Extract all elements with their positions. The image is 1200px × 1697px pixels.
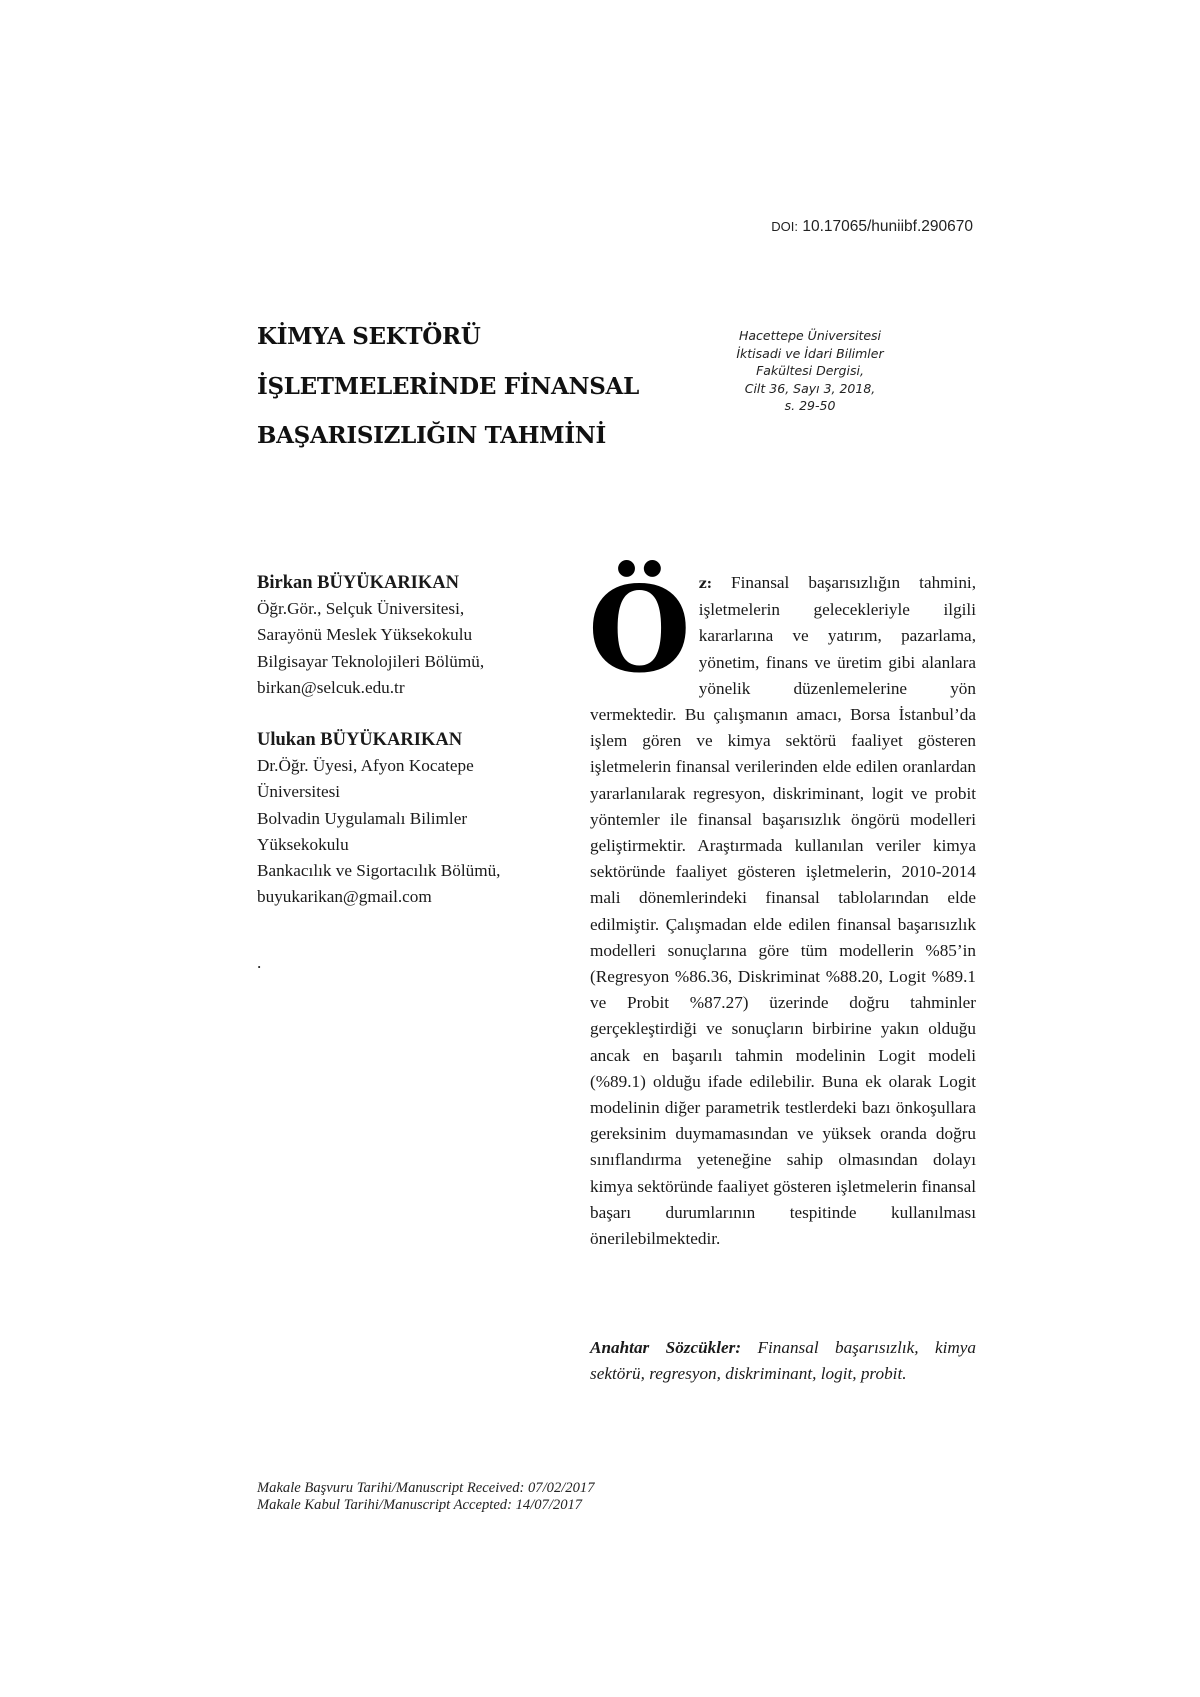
author-affiliation-line: Bankacılık ve Sigortacılık Bölümü, xyxy=(257,861,501,881)
journal-line: İktisadi ve İdari Bilimler xyxy=(736,345,884,361)
author-email[interactable]: buyukarikan@gmail.com xyxy=(257,887,432,907)
abstract xyxy=(588,560,976,1252)
journal-line: Cilt 36, Sayı 3, 2018, xyxy=(744,380,876,396)
accepted-date: Makale Kabul Tarihi/Manuscript Accepted: 14/07/2017 xyxy=(257,1496,583,1513)
journal-line: Fakültesi Dergisi, xyxy=(756,363,864,378)
author-affiliation-line: Öğr.Gör., Selçuk Üniversitesi, xyxy=(257,599,465,619)
journal-info xyxy=(700,327,920,415)
author-affiliation-line: Bolvadin Uygulamalı Bilimler xyxy=(257,808,468,828)
journal-line: Hacettepe Üniversitesi xyxy=(738,328,882,343)
stray-mark: . xyxy=(257,953,262,973)
author-affiliation-line: Bilgisayar Teknolojileri Bölümü, xyxy=(257,651,485,671)
title-line: KİMYA SEKTÖRÜ xyxy=(257,323,481,350)
title-line: İŞLETMELERİNDE FİNANSAL xyxy=(257,372,639,400)
author-affiliation-line: Üniversitesi xyxy=(257,782,341,802)
author-block xyxy=(257,570,557,701)
journal-line: s. 29-50 xyxy=(784,398,836,413)
doi-value[interactable]: 10.17065/huniibf.290670 xyxy=(802,218,973,235)
title-line: BAŞARISIZLIĞIN TAHMİNİ xyxy=(257,422,606,449)
manuscript-dates xyxy=(257,1480,595,1513)
abstract-text: Finansal başarısızlığın tahmini, işletmelerin gelecekleriyle ilgili kararlarına ve yatırım, pazarlama, yönetim, finans ve üretim gibi alanlara yönelik düzenlemelerine yön vermektedir. Bu çalışmanın amacı, Borsa İstanbul’da işlem gören ve kimya sektörü faaliyet gösteren işletmelerin finansal verilerinden elde edilen oranlardan yararlanılarak regresyon, diskriminant, logit ve probit yöntemler ile finansal başarısızlık öngörü modelleri geliştirmektir. Araştırmada kullanılan veriler kimya sektöründe faaliyet gösteren işletmelerin, 2010-2014 mali dönemlerindeki finansal tablolarından elde edilmiştir. Çalışmadan elde edilen finansal başarısızlık modelleri sonuçlarına göre tüm modellerin %85’in (Regresyon %86.36, Diskriminat %88.20, Logit %89.1 ve Probit %87.27) üzerinde doğru tahminler gerçekleştirdiği ve sonuçların birbirine yakın olduğu ancak en başarılı tahmin modelinin Logit modeli (%89.1) olduğu ifade edilebilir. Buna ek olarak Logit modelinin diğer parametrik testlerdeki bazı önkoşullara gereksinim duymamasından ve yüksek oranda doğru sınıflandırma yeteneğine sahip olmasından dolayı kimya sektöründe faaliyet gösteren işletmelerin finansal başarı durumlarının tespitinde kullanılması önerilebilmektedir. xyxy=(590,573,976,1249)
author-affiliation-line: Yüksekokulu xyxy=(257,834,349,854)
author-name: Birkan BÜYÜKARIKAN xyxy=(257,573,459,593)
doi xyxy=(771,218,973,236)
author-block xyxy=(257,727,557,910)
keywords-text: Finansal başarısızlık, kimya sektörü, regresyon, diskriminant, logit, probit. xyxy=(590,1338,977,1384)
drop-cap: Ö xyxy=(588,560,691,699)
author-email[interactable]: birkan@selcuk.edu.tr xyxy=(257,677,405,697)
keywords xyxy=(590,1335,976,1387)
article-title xyxy=(257,312,677,461)
keywords-label: Anahtar Sözcükler: xyxy=(590,1338,742,1357)
doi-label: DOI: xyxy=(771,219,799,234)
author-name: Ulukan BÜYÜKARIKAN xyxy=(257,730,463,751)
received-date: Makale Başvuru Tarihi/Manuscript Received: 07/02/2017 xyxy=(257,1480,595,1496)
abstract-lead: z: xyxy=(698,576,712,592)
author-affiliation-line: Sarayönü Meslek Yüksekokulu xyxy=(257,625,473,645)
author-affiliation-line: Dr.Öğr. Üyesi, Afyon Kocatepe xyxy=(257,756,474,776)
authors-column xyxy=(257,570,557,977)
